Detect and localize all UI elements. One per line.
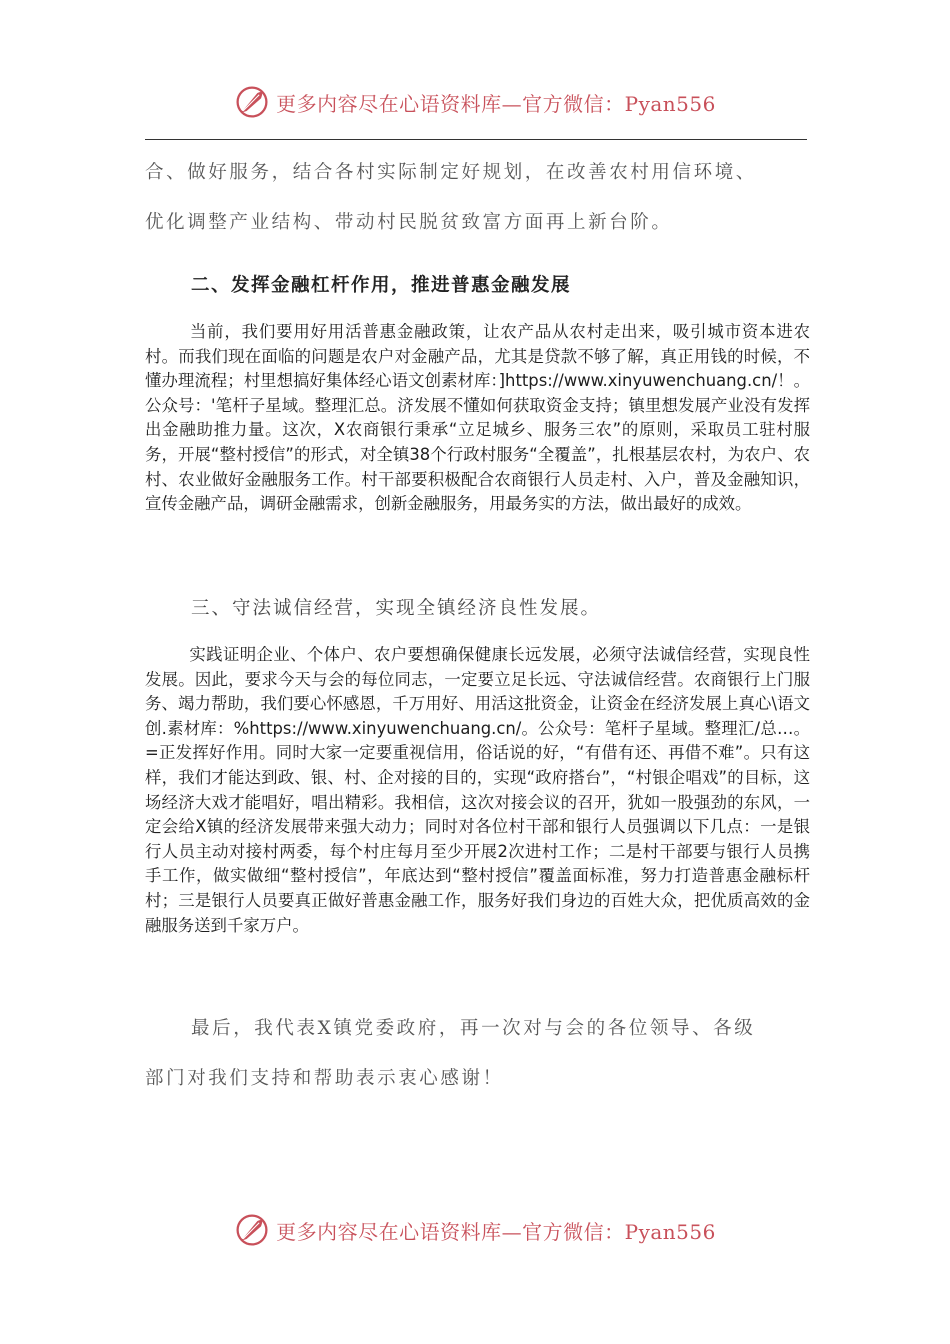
section2-body-text: 当前，我们要用好用活普惠金融政策，让农产品从农村走出来，吸引城市资本进农村。而我们现在面临的问题是农户对金融产品，尤其是贷款不够了解，真正用钱的时候，不懂办理流程；村里想搞好集体经心语文创素材库：]https://www.xinyuwenchuang.cn/！。公众号：'笔杆子星域。整理汇总。济发展不懂如何获取资金支持；镇里想发展产业没有发挥出金融助推力量。这次，X农商银行秉承“立足城乡、服务三农”的原则，采取员工驻村服务，开展“整村授信”的形式，对全镇38个行政村服务“全覆盖”，扎根基层农村，为农户、农村、农业做好金融服务工作。村干部要积极配合农商银行人员走村、入户，普及金融知识，宣传金融产品，调研金融需求，创新金融服务，用最务实的方法，做出最好的成效。	[145, 322, 810, 514]
quill-logo-icon	[234, 84, 270, 120]
section2-heading: 二、发挥金融杠杆作用，推进普惠金融发展	[191, 275, 572, 296]
section3-body-text: 实践证明企业、个体户、农户要想确保健康长远发展，必须守法诚信经营，实现良性发展。因此，要求今天与会的每位同志，一定要立足长远、守法诚信经营。农商银行上门服务、竭力帮助，我们要心怀感恩，千万用好、用活这批资金，让资金在经济发展上真心\语文创.素材库：%https://www.xinyuwenchuang.cn/。公众号：笔杆子星域。整理汇/总…。=正发挥好作用。同时大家一定要重视信用，俗话说的好，“有借有还、再借不难”。只有这样，我们才能达到政、银、村、企对接的目的，实现“政府搭台”，“村银企唱戏”的目标，这场经济大戏才能唱好，唱出精彩。我相信，这次对接会议的召开，犹如一股强劲的东风，一定会给X镇的经济发展带来强大动力；同时对各位村干部和银行人员强调以下几点：一是银行人员主动对接村两委，每个村庄每月至少开展2次进村工作；二是村干部要与银行人员携手工作，做实做细“整村授信”，年底达到“整村授信”覆盖面标准，努力打造普惠金融标杆村；三是银行人员要真正做好普惠金融工作，服务好我们身边的百姓大众，把优质高效的金融服务送到千家万户。	[145, 645, 810, 935]
intro-paragraph	[145, 148, 810, 248]
section2-body-block	[145, 320, 810, 517]
closing-paragraph	[145, 1004, 810, 1104]
section2-body	[145, 320, 810, 517]
intro-line-1: 合、做好服务，结合各村实际制定好规划，在改善农村用信环境、	[145, 162, 757, 183]
section3-heading: 三、守法诚信经营，实现全镇经济良性发展。	[191, 598, 602, 619]
header-banner	[0, 82, 950, 122]
section3-body	[145, 643, 810, 938]
footer-banner	[0, 1210, 950, 1250]
intro-line-2: 优化调整产业结构、带动村民脱贫致富方面再上新台阶。	[145, 212, 673, 233]
footer-banner-text: 更多内容尽在心语资料库—官方微信：Pyan556	[276, 1219, 716, 1244]
closing-line-2: 部门对我们支持和帮助表示衷心感谢！	[145, 1068, 504, 1089]
section3-body-block	[145, 643, 810, 938]
header-divider	[145, 139, 807, 140]
section3	[145, 594, 810, 620]
quill-logo-icon	[234, 1212, 270, 1248]
section2	[145, 271, 810, 297]
closing-line-1: 最后，我代表X镇党委政府，再一次对与会的各位领导、各级	[191, 1018, 756, 1039]
header-banner-text: 更多内容尽在心语资料库—官方微信：Pyan556	[276, 91, 716, 116]
